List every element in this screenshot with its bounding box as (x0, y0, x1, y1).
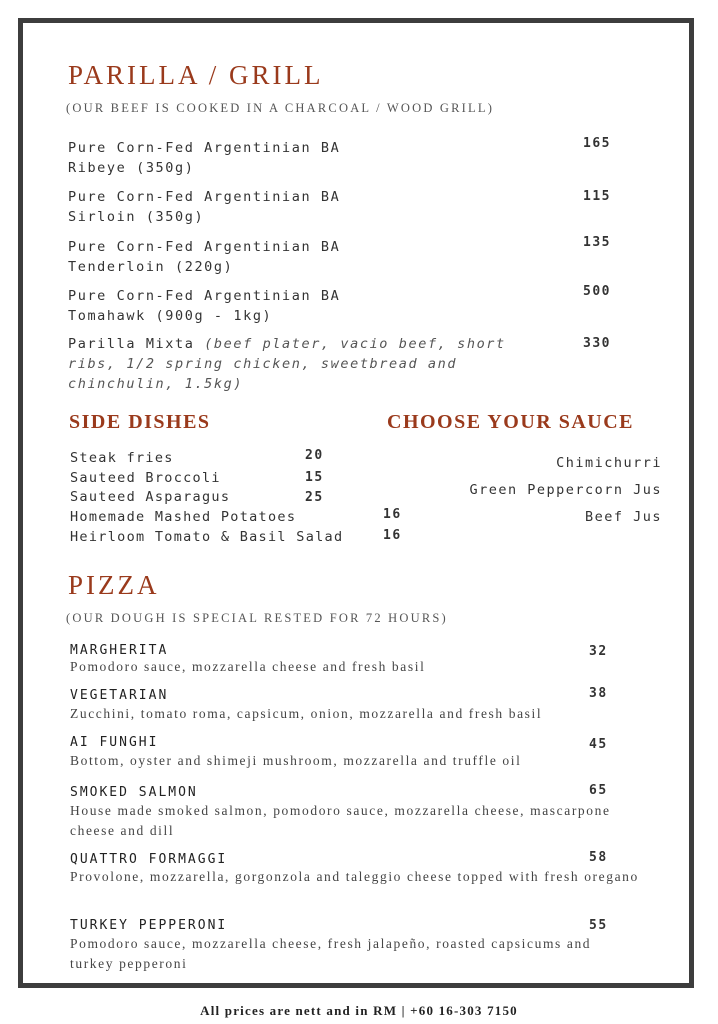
side-item: Steak fries (70, 450, 174, 466)
sauce-item: Green Peppercorn Jus (469, 482, 662, 498)
item-price: 115 (583, 189, 611, 204)
menu-item: Pure Corn-Fed Argentinian BA Tomahawk (900g - 1kg) (68, 288, 341, 324)
sauce-item: Chimichurri (556, 455, 662, 471)
pizza-price: 45 (589, 737, 608, 752)
pizza-name: MARGHERITA (70, 643, 169, 658)
pizza-price: 55 (589, 918, 608, 933)
pizza-name: VEGETARIAN (70, 688, 169, 703)
sides-title: SIDE DISHES (69, 411, 211, 433)
sauce-item: Beef Jus (584, 509, 662, 525)
pizza-desc: Zucchini, tomato roma, capsicum, onion, mozzarella and fresh basil (70, 706, 543, 721)
item-price: 330 (583, 336, 611, 351)
side-price: 20 (305, 448, 324, 463)
pizza-desc: House made smoked salmon, pomodoro sauce, mozzarella cheese, mascarpone cheese and dill (70, 803, 611, 838)
side-price: 16 (383, 528, 402, 543)
menu-item: Pure Corn-Fed Argentinian BA Ribeye (350g) (68, 140, 341, 176)
menu-item-mixta: Parilla Mixta (beef plater, vacio beef, short ribs, 1/2 spring chicken, sweetbread and chinchulin, 1.5kg) (68, 336, 506, 392)
pizza-price: 58 (589, 850, 608, 865)
pizza-desc: Pomodoro sauce, mozzarella cheese and fresh basil (70, 659, 426, 674)
side-item: Homemade Mashed Potatoes (70, 509, 297, 525)
side-item: Sauteed Asparagus (70, 489, 231, 505)
side-item: Heirloom Tomato & Basil Salad (70, 529, 344, 545)
pizza-desc: Provolone, mozzarella, gorgonzola and taleggio cheese topped with fresh oregano (70, 869, 639, 884)
footer-note: All prices are nett and in RM | +60 16-303 7150 (200, 1003, 518, 1018)
side-price: 16 (383, 507, 402, 522)
menu-item: Pure Corn-Fed Argentinian BA Tenderloin (220g) (68, 239, 341, 275)
pizza-name: AI FUNGHI (70, 735, 159, 750)
menu-item: Pure Corn-Fed Argentinian BA Sirloin (350g) (68, 189, 341, 225)
pizza-price: 65 (589, 783, 608, 798)
pizza-price: 38 (589, 686, 608, 701)
pizza-name: TURKEY PEPPERONI (70, 918, 228, 933)
grill-note: (OUR BEEF IS COOKED IN A CHARCOAL / WOOD GRILL) (66, 101, 495, 115)
pizza-desc: Pomodoro sauce, mozzarella cheese, fresh jalapeño, roasted capsicums and turkey pepperoni (70, 936, 592, 971)
item-price: 165 (583, 136, 611, 151)
pizza-name: SMOKED SALMON (70, 785, 198, 800)
pizza-desc: Bottom, oyster and shimeji mushroom, mozzarella and truffle oil (70, 753, 522, 768)
pizza-price: 32 (589, 644, 608, 659)
pizza-name: QUATTRO FORMAGGI (70, 852, 228, 867)
side-price: 15 (305, 470, 324, 485)
item-price: 500 (583, 284, 611, 299)
side-price: 25 (305, 490, 324, 505)
sauce-title: CHOOSE YOUR SAUCE (387, 411, 635, 433)
item-price: 135 (583, 235, 611, 250)
pizza-note: (OUR DOUGH IS SPECIAL RESTED FOR 72 HOURS) (66, 611, 448, 625)
pizza-title: PIZZA (68, 570, 160, 600)
grill-title: PARILLA / GRILL (68, 60, 324, 90)
side-item: Sauteed Broccoli (70, 470, 221, 486)
